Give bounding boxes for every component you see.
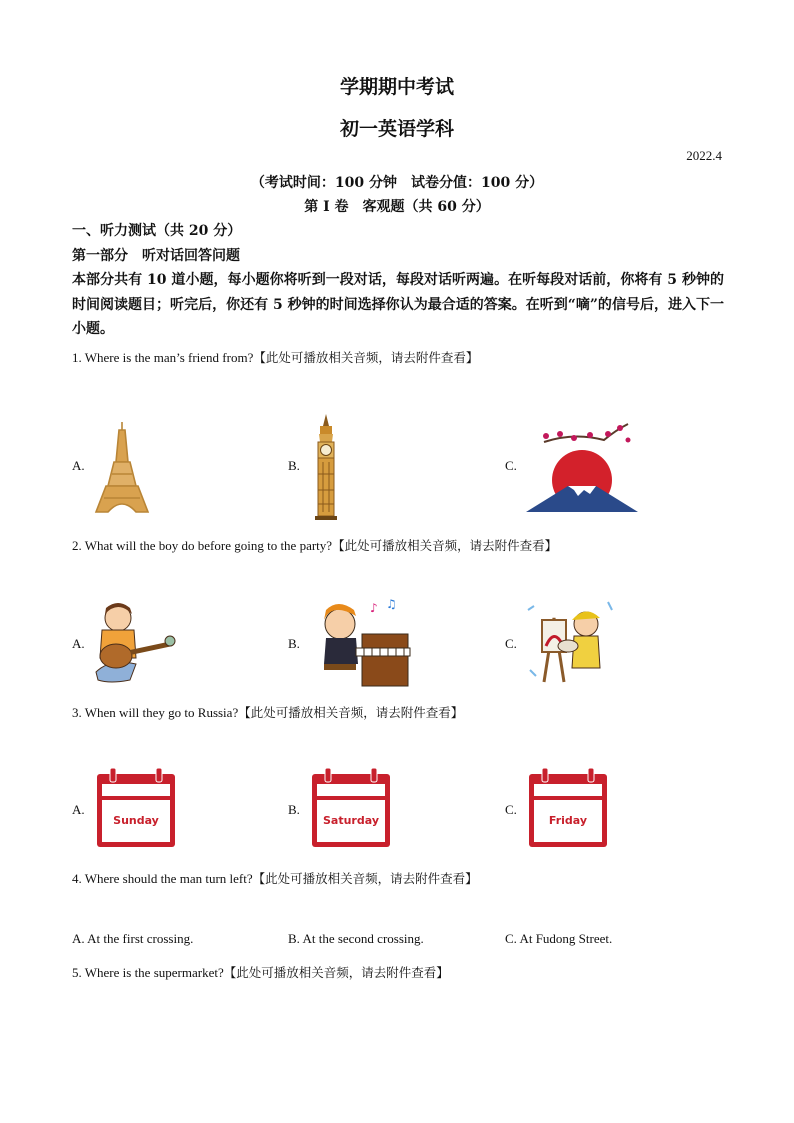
q1-option-a-label: A.	[72, 458, 85, 473]
q4-option-c: C. At Fudong Street.	[505, 931, 613, 946]
boy-painting-image	[524, 598, 616, 688]
calendar-friday-image	[528, 768, 608, 848]
calendar-day-label: Saturday	[323, 814, 379, 827]
q2-option-a-label: A.	[72, 636, 85, 651]
question-3-text: 3. When will they go to Russia?	[72, 705, 239, 720]
calendar-day-label: Friday	[548, 814, 588, 827]
exam-title: 学期期中考试	[339, 76, 454, 98]
question-2-text: 2. What will the boy do before going to the party?	[72, 538, 333, 553]
question-1	[72, 348, 478, 366]
question-5	[72, 963, 449, 981]
question-5-text: 5. Where is the supermarket?	[72, 965, 224, 980]
question-4-text: 4. Where should the man turn left?	[72, 871, 253, 886]
calendar-saturday-image	[311, 768, 391, 848]
audio-note: 【此处可播放相关音频，请去附件查看】	[332, 538, 558, 553]
mount-fuji-image	[524, 420, 640, 516]
exam-date: 2022.4	[686, 148, 722, 163]
q2-option-c-label: C.	[505, 636, 517, 651]
q2-option-b-label: B.	[288, 636, 300, 651]
audio-note: 【此处可播放相关音频，请去附件查看】	[252, 871, 478, 886]
big-ben-image	[310, 412, 342, 520]
exam-subtitle: 初一英语学科	[339, 118, 454, 140]
part-heading: 第一部分 听对话回答问题	[72, 248, 240, 264]
boy-piano-image	[312, 598, 416, 688]
q4-option-b: B. At the second crossing.	[288, 931, 424, 946]
calendar-sunday-image	[96, 768, 176, 848]
q4-option-a: A. At the first crossing.	[72, 931, 194, 946]
calendar-day-label: Sunday	[113, 814, 159, 827]
section-heading: 一、听力测试（共 20 分）	[72, 223, 242, 239]
eiffel-tower-image	[92, 420, 152, 516]
exam-info: （考试时间：100 分钟 试卷分值：100 分）	[250, 175, 544, 191]
question-2	[72, 536, 557, 554]
q1-option-b-label: B.	[288, 458, 300, 473]
q3-option-b-label: B.	[288, 802, 300, 817]
q1-option-c-label: C.	[505, 458, 517, 473]
svg-text:♫: ♫	[386, 598, 397, 611]
question-3	[72, 703, 463, 721]
volume-heading: 第 I 卷 客观题（共 60 分）	[304, 199, 490, 215]
question-4	[72, 869, 478, 887]
q3-option-c-label: C.	[505, 802, 517, 817]
boy-guitar-image	[90, 600, 180, 686]
audio-note: 【此处可播放相关音频，请去附件查看】	[223, 965, 449, 980]
audio-note: 【此处可播放相关音频，请去附件查看】	[238, 705, 464, 720]
q3-option-a-label: A.	[72, 802, 85, 817]
audio-note: 【此处可播放相关音频，请去附件查看】	[253, 350, 479, 365]
svg-text:♪: ♪	[370, 601, 378, 615]
question-1-text: 1. Where is the man’s friend from?	[72, 350, 254, 365]
section-intro: 本部分共有 10 道小题，每小题你将听到一段对话，每段对话听两遍。在听每段对话前，你将有 5 秒钟的时间阅读题目；听完后，你还有 5 秒钟的时间选择你认为最合适的答案。在听到“嘀”的信号后，进入下一小题。	[72, 272, 724, 337]
